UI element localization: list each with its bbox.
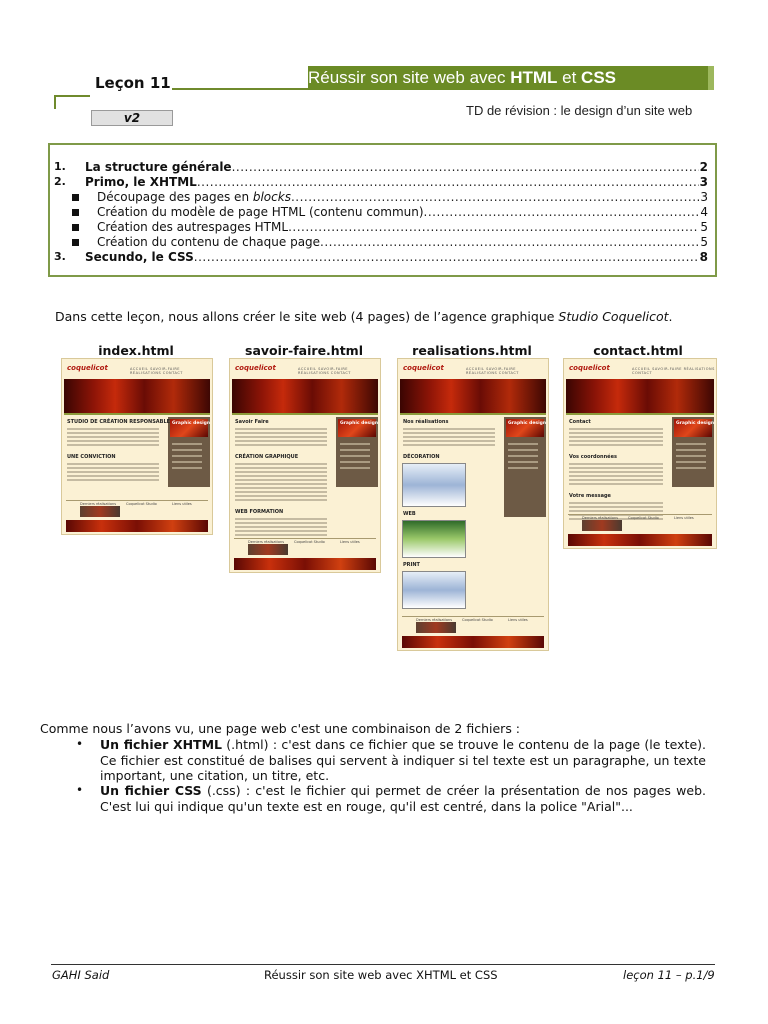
- thumb-banner-bar: [232, 413, 378, 415]
- thumb-nav: ACCUEIL SAVOIR-FAIRE RÉALISATIONS CONTACT: [632, 367, 715, 375]
- thumb-text-line: [67, 444, 159, 446]
- thumb-heading: UNE CONVICTION: [67, 454, 116, 460]
- toc-entry-title: [97, 190, 291, 204]
- toc-number: 2.: [54, 175, 66, 188]
- thumb-logo: coquelicot: [67, 364, 108, 372]
- thumb-text-line: [235, 436, 327, 438]
- thumb-sidebar-title: Graphic design: [340, 421, 379, 426]
- thumb-nav: ACCUEIL SAVOIR-FAIRE RÉALISATIONS CONTACT: [130, 367, 183, 375]
- bullet-css-title: Un fichier CSS: [100, 783, 202, 798]
- toc-page-number: 4: [700, 205, 708, 219]
- title-bar-accent: [708, 66, 714, 90]
- thumb-text-line: [235, 530, 327, 532]
- thumbnail-label: realisations.html: [412, 343, 532, 358]
- page-subtitle: TD de révision : le design d’un site web: [466, 103, 693, 118]
- thumb-footer-image: [248, 544, 288, 555]
- thumb-text-line: [403, 436, 495, 438]
- thumb-heading: Nos réalisations: [403, 419, 449, 425]
- thumb-screenshot-image: [402, 571, 466, 609]
- thumb-text-line: [235, 440, 327, 442]
- thumb-text-line: [235, 522, 327, 524]
- thumb-sidebar-text: [340, 455, 370, 457]
- toc-entry-title: [97, 220, 288, 234]
- toc-leader-dots: [291, 190, 699, 204]
- thumb-logo: coquelicot: [235, 364, 276, 372]
- toc-bullet-icon: [72, 194, 79, 201]
- toc-entry[interactable]: [97, 220, 708, 234]
- toc-page-number: 3: [700, 190, 708, 204]
- version-badge: v2: [91, 110, 173, 126]
- thumb-text-line: [569, 510, 663, 512]
- bullet-xhtml-text: (.html) : c'est dans ce fichier que se trouve le contenu de la page (le texte). Ce fichier est constitué de balises qui servent à indiquer si tel texte est un paragraphe, un texte important, une citation, un titre, etc.: [100, 737, 706, 783]
- toc-entry-title: [97, 235, 320, 249]
- thumb-footer-label: Liens utiles: [172, 502, 192, 506]
- thumb-footer-banner: [402, 636, 544, 648]
- thumb-sidebar-text: [172, 455, 202, 457]
- thumb-heading: Votre message: [569, 493, 611, 499]
- toc-bullet-icon: [72, 209, 79, 216]
- thumb-footer-label: Coquelicot Studio: [462, 618, 493, 622]
- thumb-footer-label: Coquelicot Studio: [628, 516, 659, 520]
- footer-page-number: leçon 11 – p.1/9: [623, 968, 715, 982]
- toc-page-number: 8: [699, 250, 708, 264]
- course-title-css: CSS: [581, 68, 617, 87]
- toc-entry-title-text: La structure générale: [85, 160, 232, 174]
- thumb-heading: Contact: [569, 419, 591, 425]
- toc-number: 3.: [54, 250, 66, 263]
- thumb-footer-banner: [234, 558, 376, 570]
- thumb-nav: ACCUEIL SAVOIR-FAIRE RÉALISATIONS CONTACT: [298, 367, 351, 375]
- thumb-text-line: [403, 444, 495, 446]
- thumbnail-realisations[interactable]: [397, 358, 549, 651]
- thumb-footer-label: Coquelicot Studio: [126, 502, 157, 506]
- thumb-text-line: [569, 436, 663, 438]
- thumb-text-line: [235, 487, 327, 489]
- toc-page-number: 3: [699, 175, 708, 189]
- thumbnail-savoir-faire[interactable]: [229, 358, 381, 573]
- thumb-heading: WEB FORMATION: [235, 509, 284, 515]
- thumb-footer-label: Coquelicot Studio: [294, 540, 325, 544]
- thumb-text-line: [403, 428, 495, 430]
- thumb-sidebar-text: [172, 449, 202, 451]
- toc-entry-title-text: Découpage des pages en: [97, 190, 253, 204]
- thumb-footer-label: Derniers réalisations: [248, 540, 285, 544]
- thumb-text-line: [569, 463, 663, 465]
- intro-agency-name: Studio Coquelicot: [558, 309, 669, 324]
- thumb-sidebar-text: [172, 467, 202, 469]
- thumb-footer-label: Derniers réalisations: [582, 516, 619, 520]
- thumb-text-line: [67, 436, 159, 438]
- toc-bullet-icon: [72, 239, 79, 246]
- thumb-text-line: [403, 440, 495, 442]
- thumb-sidebar-text: [340, 443, 370, 445]
- thumb-footer-label: Liens utiles: [508, 618, 528, 622]
- thumb-footer-banner: [568, 534, 712, 546]
- thumb-text-line: [67, 479, 159, 481]
- thumb-sidebar-text: [508, 467, 538, 469]
- thumb-footer-image: [416, 622, 456, 633]
- toc-leader-dots: [320, 235, 699, 249]
- thumb-text-line: [235, 499, 327, 501]
- toc-number: 1.: [54, 160, 66, 173]
- thumb-sidebar-text: [508, 455, 538, 457]
- thumb-heading: STUDIO DE CRÉATION RESPONSABLE: [67, 419, 171, 425]
- thumb-text-line: [569, 471, 663, 473]
- intro-paragraph: [55, 309, 672, 324]
- thumb-text-line: [235, 463, 327, 465]
- thumb-sidebar-text: [172, 461, 202, 463]
- thumb-text-line: [235, 467, 327, 469]
- intro-text: Dans cette leçon, nous allons créer le site web (4 pages) de l’agence graphique: [55, 309, 559, 324]
- thumb-text-line: [235, 428, 327, 430]
- intro-end: .: [668, 309, 673, 324]
- thumb-text-line: [235, 491, 327, 493]
- thumb-text-line: [235, 518, 327, 520]
- thumb-banner-image: [566, 379, 714, 413]
- toc-entry[interactable]: [97, 235, 708, 249]
- toc-entry[interactable]: [85, 160, 708, 174]
- toc-entry-title: [97, 205, 424, 219]
- lesson-label: Leçon 11: [95, 74, 171, 92]
- thumb-sidebar-text: [172, 443, 202, 445]
- thumb-text-line: [67, 428, 159, 430]
- thumbnail-label: savoir-faire.html: [245, 343, 363, 358]
- bullet-css-text: (.css) : c'est le fichier qui permet de créer la présentation de nos pages web. C'est lui qui indique qu'un texte est en rouge, qu'il est centré, dans la police "Arial"...: [100, 783, 706, 814]
- toc-entry-title-text: Création du contenu de chaque page: [97, 235, 321, 249]
- thumb-text-line: [67, 467, 159, 469]
- toc-entry-title: [85, 160, 232, 174]
- header-corner-rule-vertical: [54, 95, 56, 109]
- thumb-text-line: [569, 475, 663, 477]
- thumb-footer-label: Derniers réalisations: [416, 618, 453, 622]
- thumbnail-label: index.html: [98, 343, 174, 358]
- thumb-sidebar-title: Graphic design: [172, 421, 211, 426]
- thumb-text-line: [569, 506, 663, 508]
- thumb-text-line: [235, 475, 327, 477]
- footer-course: Réussir son site web avec XHTML et CSS: [264, 968, 498, 982]
- thumb-heading: PRINT: [403, 562, 420, 568]
- thumb-sidebar-text: [676, 455, 706, 457]
- bullet-marker: •: [76, 783, 84, 797]
- thumb-sidebar-text: [340, 467, 370, 469]
- bullet-xhtml: [100, 737, 706, 784]
- toc-leader-dots: [232, 160, 699, 174]
- thumb-sidebar-text: [508, 461, 538, 463]
- thumb-sidebar-title: Graphic design: [508, 421, 547, 426]
- toc-entry[interactable]: [97, 190, 708, 204]
- thumb-text-line: [67, 440, 159, 442]
- thumb-banner-image: [232, 379, 378, 413]
- thumb-heading: Vos coordonnées: [569, 454, 617, 460]
- toc-entry[interactable]: [97, 205, 708, 219]
- thumb-text-line: [569, 483, 663, 485]
- thumb-sidebar-title: Graphic design: [676, 421, 715, 426]
- thumb-text-line: [235, 432, 327, 434]
- thumb-text-line: [67, 471, 159, 473]
- thumbnail-contact[interactable]: [563, 358, 717, 549]
- thumb-logo: coquelicot: [569, 364, 610, 372]
- thumb-sidebar-text: [508, 449, 538, 451]
- thumb-footer-image: [582, 520, 622, 531]
- thumb-text-line: [67, 432, 159, 434]
- bullet-css: [100, 783, 706, 814]
- thumb-sidebar-text: [508, 443, 538, 445]
- toc-entry-title-text: Primo, le XHTML: [85, 175, 197, 189]
- thumb-heading: Savoir Faire: [235, 419, 269, 425]
- bullet-marker: •: [76, 737, 84, 751]
- toc-entry-title-emphasis: blocks: [252, 190, 291, 204]
- toc-page-number: 5: [700, 220, 708, 234]
- thumb-banner-bar: [566, 413, 714, 415]
- thumbnail-index[interactable]: [61, 358, 213, 535]
- thumb-text-line: [569, 428, 663, 430]
- thumb-sidebar-text: [676, 443, 706, 445]
- toc-entry-title: [85, 175, 197, 189]
- thumb-banner-image: [400, 379, 546, 413]
- thumb-text-line: [235, 534, 327, 536]
- thumb-footer-label: Liens utiles: [340, 540, 360, 544]
- thumb-footer-label: Liens utiles: [674, 516, 694, 520]
- toc-entry-title: [85, 250, 194, 264]
- thumb-sidebar-text: [676, 461, 706, 463]
- toc-entry-title-text: Création du modèle de page HTML (contenu commun): [97, 205, 424, 219]
- thumb-logo: coquelicot: [403, 364, 444, 372]
- footer-rule: [51, 964, 715, 965]
- toc-leader-dots: [197, 175, 699, 189]
- thumb-banner-bar: [64, 413, 210, 415]
- thumb-text-line: [235, 471, 327, 473]
- thumb-footer-image: [80, 506, 120, 517]
- thumb-text-line: [569, 502, 663, 504]
- toc-entry-title-text: Secundo, le CSS: [85, 250, 194, 264]
- thumb-sidebar-text: [676, 467, 706, 469]
- thumb-banner-image: [64, 379, 210, 413]
- thumb-text-line: [235, 483, 327, 485]
- thumb-text-line: [569, 479, 663, 481]
- thumb-heading: WEB: [403, 511, 416, 517]
- thumb-text-line: [235, 526, 327, 528]
- toc-leader-dots: [288, 220, 699, 234]
- thumb-text-line: [403, 432, 495, 434]
- thumb-text-line: [569, 440, 663, 442]
- thumb-screenshot-image: [402, 520, 466, 558]
- thumb-banner-bar: [400, 413, 546, 415]
- thumb-footer-banner: [66, 520, 208, 532]
- thumb-sidebar-text: [340, 461, 370, 463]
- course-title-and: et: [557, 68, 582, 87]
- toc-page-number: 5: [700, 235, 708, 249]
- thumb-footer-label: Derniers réalisations: [80, 502, 117, 506]
- course-title-html: HTML: [510, 68, 558, 87]
- thumb-screenshot-image: [402, 463, 466, 507]
- thumbnail-label: contact.html: [593, 343, 683, 358]
- toc-page-number: 2: [699, 160, 708, 174]
- thumb-nav: ACCUEIL SAVOIR-FAIRE RÉALISATIONS CONTACT: [466, 367, 519, 375]
- toc-leader-dots: [424, 205, 700, 219]
- toc-leader-dots: [194, 250, 699, 264]
- thumb-text-line: [235, 495, 327, 497]
- thumb-heading: DÉCORATION: [403, 454, 440, 460]
- thumb-text-line: [67, 475, 159, 477]
- thumb-text-line: [569, 432, 663, 434]
- course-title-bar: [308, 66, 713, 90]
- toc-entry[interactable]: [85, 175, 708, 189]
- footer-author: GAHI Said: [52, 968, 110, 982]
- thumb-sidebar-text: [340, 449, 370, 451]
- toc-entry-title-text: Création des autrespages HTML: [97, 220, 289, 234]
- header-corner-rule: [54, 95, 90, 97]
- toc-entry[interactable]: [85, 250, 708, 264]
- thumb-text-line: [569, 467, 663, 469]
- thumb-text-line: [235, 444, 327, 446]
- thumb-sidebar-text: [676, 449, 706, 451]
- thumb-heading: CRÉATION GRAPHIQUE: [235, 454, 299, 460]
- header-rule: [172, 88, 314, 90]
- body-intro-line: Comme nous l’avons vu, une page web c'est une combinaison de 2 fichiers :: [40, 721, 521, 736]
- thumb-text-line: [569, 444, 663, 446]
- thumb-text-line: [235, 479, 327, 481]
- course-title-prefix: Réussir son site web avec: [308, 68, 511, 87]
- thumb-text-line: [67, 463, 159, 465]
- bullet-xhtml-title: Un fichier XHTML: [100, 737, 222, 752]
- toc-bullet-icon: [72, 224, 79, 231]
- table-of-contents: [48, 143, 717, 277]
